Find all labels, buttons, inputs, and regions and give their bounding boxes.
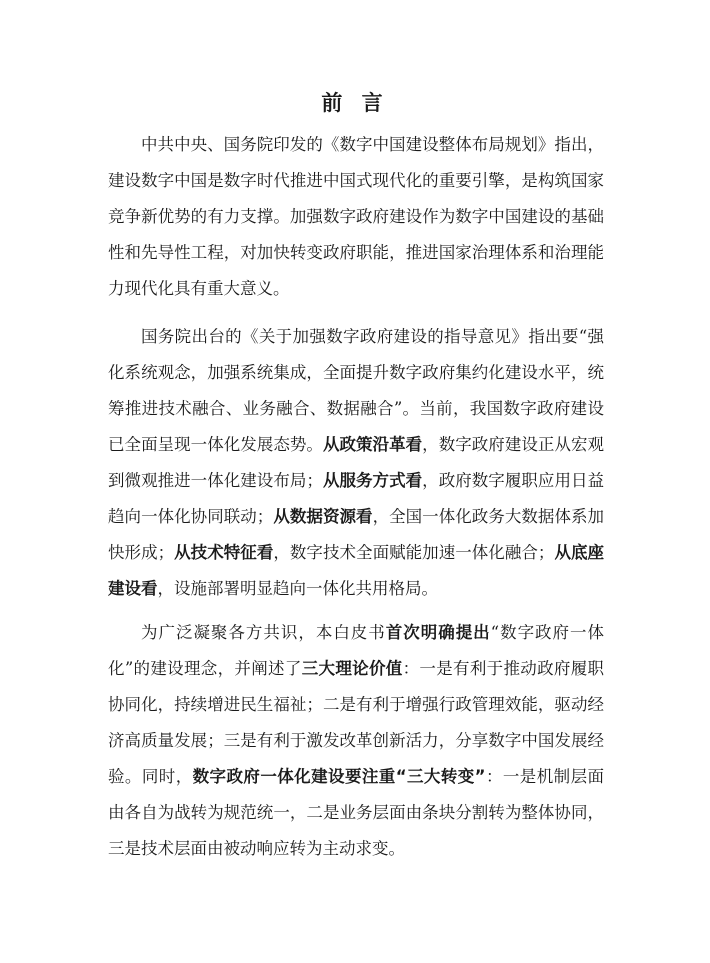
paragraph-2-bold-service: 从服务方式看 xyxy=(322,471,423,490)
paragraph-1-run-1: 中共中央、国务院印发的《数字中国建设整体布局规划》指出，建设数字中国是数字时代推进中国式现代化的重要引擎，是构筑国家竞争新优势的有力支撑。加强数字政府建设作为数字中国建设的基础性和先导性工程，对加快转变政府职能，推进国家治理体系和治理能力现代化具有重大意义。 xyxy=(108,135,604,298)
paragraph-2-bold-tech: 从技术特征看 xyxy=(174,543,274,562)
paragraph-3-run-7: ：一是机制层面由各自为战转为规范统一，二是业务层面由条块分割转为整体协同，三是技术层面由被动响应转为主动求变。 xyxy=(108,767,604,858)
paragraph-3-run-3: “数字政府一体化”的建设理念，并阐述了 xyxy=(108,623,605,678)
paragraph-3 xyxy=(108,615,604,867)
paragraph-2-run-3: ，数字政府建设正从宏观到微观推进一体化建设布局； xyxy=(108,435,605,490)
paragraph-3-bold-first: 首次明确提出 xyxy=(385,623,491,642)
paragraph-3-run-5: ：一是有利于推动政府履职协同化，持续增进民生福祉；二是有利于增强行政管理效能，驱动经济高质量发展；三是有利于激发改革创新活力，分享数字中国发展经验。同时， xyxy=(108,659,604,786)
paragraph-2-run-1: 国务院出台的《关于加强数字政府建设的指导意见》指出要“强化系统观念，加强系统集成，全面提升数字政府集约化建设水平，统筹推进技术融合、业务融合、数据融合”。当前，我国数字政府建设已全面呈现一体化发展态势。 xyxy=(108,327,604,454)
document-body xyxy=(108,127,604,879)
paragraph-2-run-9: ，数字技术全面赋能加速一体化融合； xyxy=(273,543,555,562)
paragraph-1 xyxy=(108,127,604,307)
paragraph-2-run-7: ，全国一体化政务大数据体系加快形成； xyxy=(108,507,605,562)
paragraph-2-run-11: ，设施部署明显趋向一体化共用格局。 xyxy=(157,579,438,598)
paragraph-2-bold-data: 从数据资源看 xyxy=(273,507,373,526)
paragraph-3-bold-values: 三大理论价值 xyxy=(301,659,403,678)
paragraph-3-bold-transitions: 数字政府一体化建设要注重“三大转变” xyxy=(192,767,486,786)
paragraph-2 xyxy=(108,319,604,607)
page-title: 前 言 xyxy=(321,91,389,115)
paragraph-3-run-1: 为广泛凝聚各方共识，本白皮书 xyxy=(141,623,386,642)
paragraph-2-bold-policy: 从政策沿革看 xyxy=(322,435,423,454)
paragraph-2-run-5: ，政府数字履职应用日益趋向一体化协同联动； xyxy=(108,471,605,526)
paragraph-2-bold-base: 从底座建设看 xyxy=(108,543,605,598)
